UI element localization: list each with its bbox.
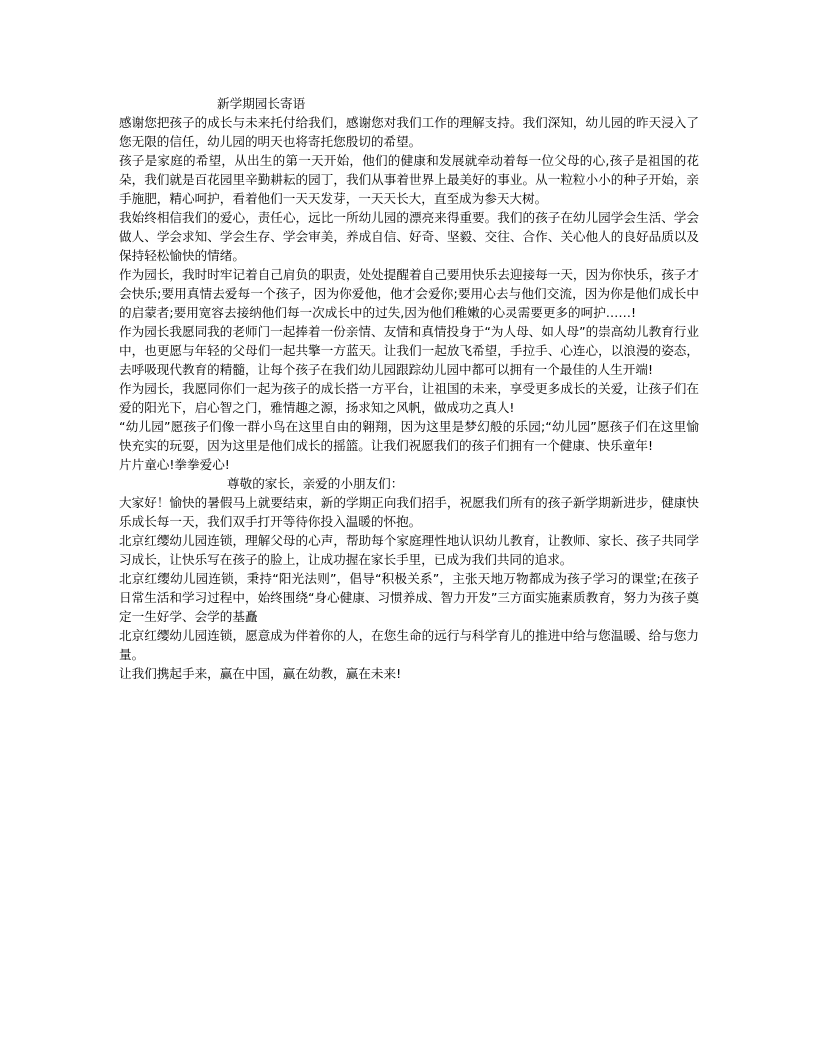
- paragraph: 感谢您把孩子的成长与未来托付给我们，感谢您对我们工作的理解支持。我们深知，幼儿园的昨天浸入了您无限的信任，幼儿园的明天也将寄托您殷切的希望。: [119, 115, 699, 149]
- paragraph: 作为园长，我愿同你们一起为孩子的成长搭一方平台，让祖国的未来，享受更多成长的关爱，让孩子们在爱的阳光下，启心智之门，雅情趣之源，扬求知之风帆，做成功之真人!: [119, 381, 699, 415]
- paragraph: 作为园长，我时时牢记着自己肩负的职责，处处提醒着自己要用快乐去迎接每一天，因为你快乐，孩子才会快乐;要用真情去爱每一个孩子，因为你爱他，他才会爱你;要用心去与他们交流，因为你是他们成长中的启蒙者;要用宽容去接纳他们每一次成长中的过失,因为他们稚嫩的心灵需要更多的呵护……!: [119, 267, 699, 320]
- paragraph: 大家好！愉快的暑假马上就要结束，新的学期正向我们招手，祝愿我们所有的孩子新学期新进步，健康快乐成长每一天，我们双手打开等待你投入温暖的怀抱。: [119, 495, 699, 529]
- greeting: 尊敬的家长，亲爱的小朋友们：: [227, 476, 404, 491]
- paragraph: 北京红缨幼儿园连锁，愿意成为伴着你的人，在您生命的远行与科学育儿的推进中给与您温暖、给与您力量。: [119, 628, 699, 662]
- paragraph: 北京红缨幼儿园连锁，理解父母的心声，帮助每个家庭理性地认识幼儿教育，让教师、家长、孩子共同学习成长，让快乐写在孩子的脸上，让成功握在家长手里，已成为我们共同的追求。: [119, 533, 699, 567]
- paragraph: 片片童心!拳拳爱心!: [119, 457, 230, 472]
- document-page: [119, 94, 699, 683]
- paragraph: 让我们携起手来，赢在中国，赢在幼教，赢在未来!: [119, 666, 402, 681]
- paragraph: 孩子是家庭的希望，从出生的第一天开始，他们的健康和发展就牵动着每一位父母的心,孩子是祖国的花朵，我们就是百花园里辛勤耕耘的园丁，我们从事着世界上最美好的事业。从一粒粒小小的种子开始，亲手施肥，精心呵护，看着他们一天天发芽，一天天长大，直至成为参天大树。: [119, 153, 699, 206]
- paragraph: 北京红缨幼儿园连锁，秉持“阳光法则”，倡导“积极关系”，主张天地万物都成为孩子学习的课堂;在孩子日常生活和学习过程中，始终围绕“身心健康、习惯养成、智力开发”三方面实施素质教育，努力为孩子奠定一生好学、会学的基矗: [119, 571, 699, 624]
- document-title: 新学期园长寄语: [217, 96, 306, 111]
- paragraph: 我始终相信我们的爱心，责任心，远比一所幼儿园的漂亮来得重要。我们的孩子在幼儿园学会生活、学会做人、学会求知、学会生存、学会审美，养成自信、好奇、坚毅、交往、合作、关心他人的良好品质以及保持轻松愉快的情绪。: [119, 210, 699, 263]
- paragraph: “幼儿园”愿孩子们像一群小鸟在这里自由的翱翔，因为这里是梦幻般的乐园;“幼儿园”愿孩子们在这里愉快充实的玩耍，因为这里是他们成长的摇篮。让我们祝愿我们的孩子们拥有一个健康、快乐童年!: [119, 419, 699, 453]
- paragraph: 作为园长我愿同我的老师门一起捧着一份亲情、友情和真情投身于“为人母、如人母”的崇高幼儿教育行业中，也更愿与年轻的父母们一起共擎一方蓝天。让我们一起放飞希望，手拉手、心连心，以浪漫的姿态，去呼吸现代教育的精髓，让每个孩子在我们幼儿园跟踪幼儿园中都可以拥有一个最佳的人生开端!: [119, 324, 699, 377]
